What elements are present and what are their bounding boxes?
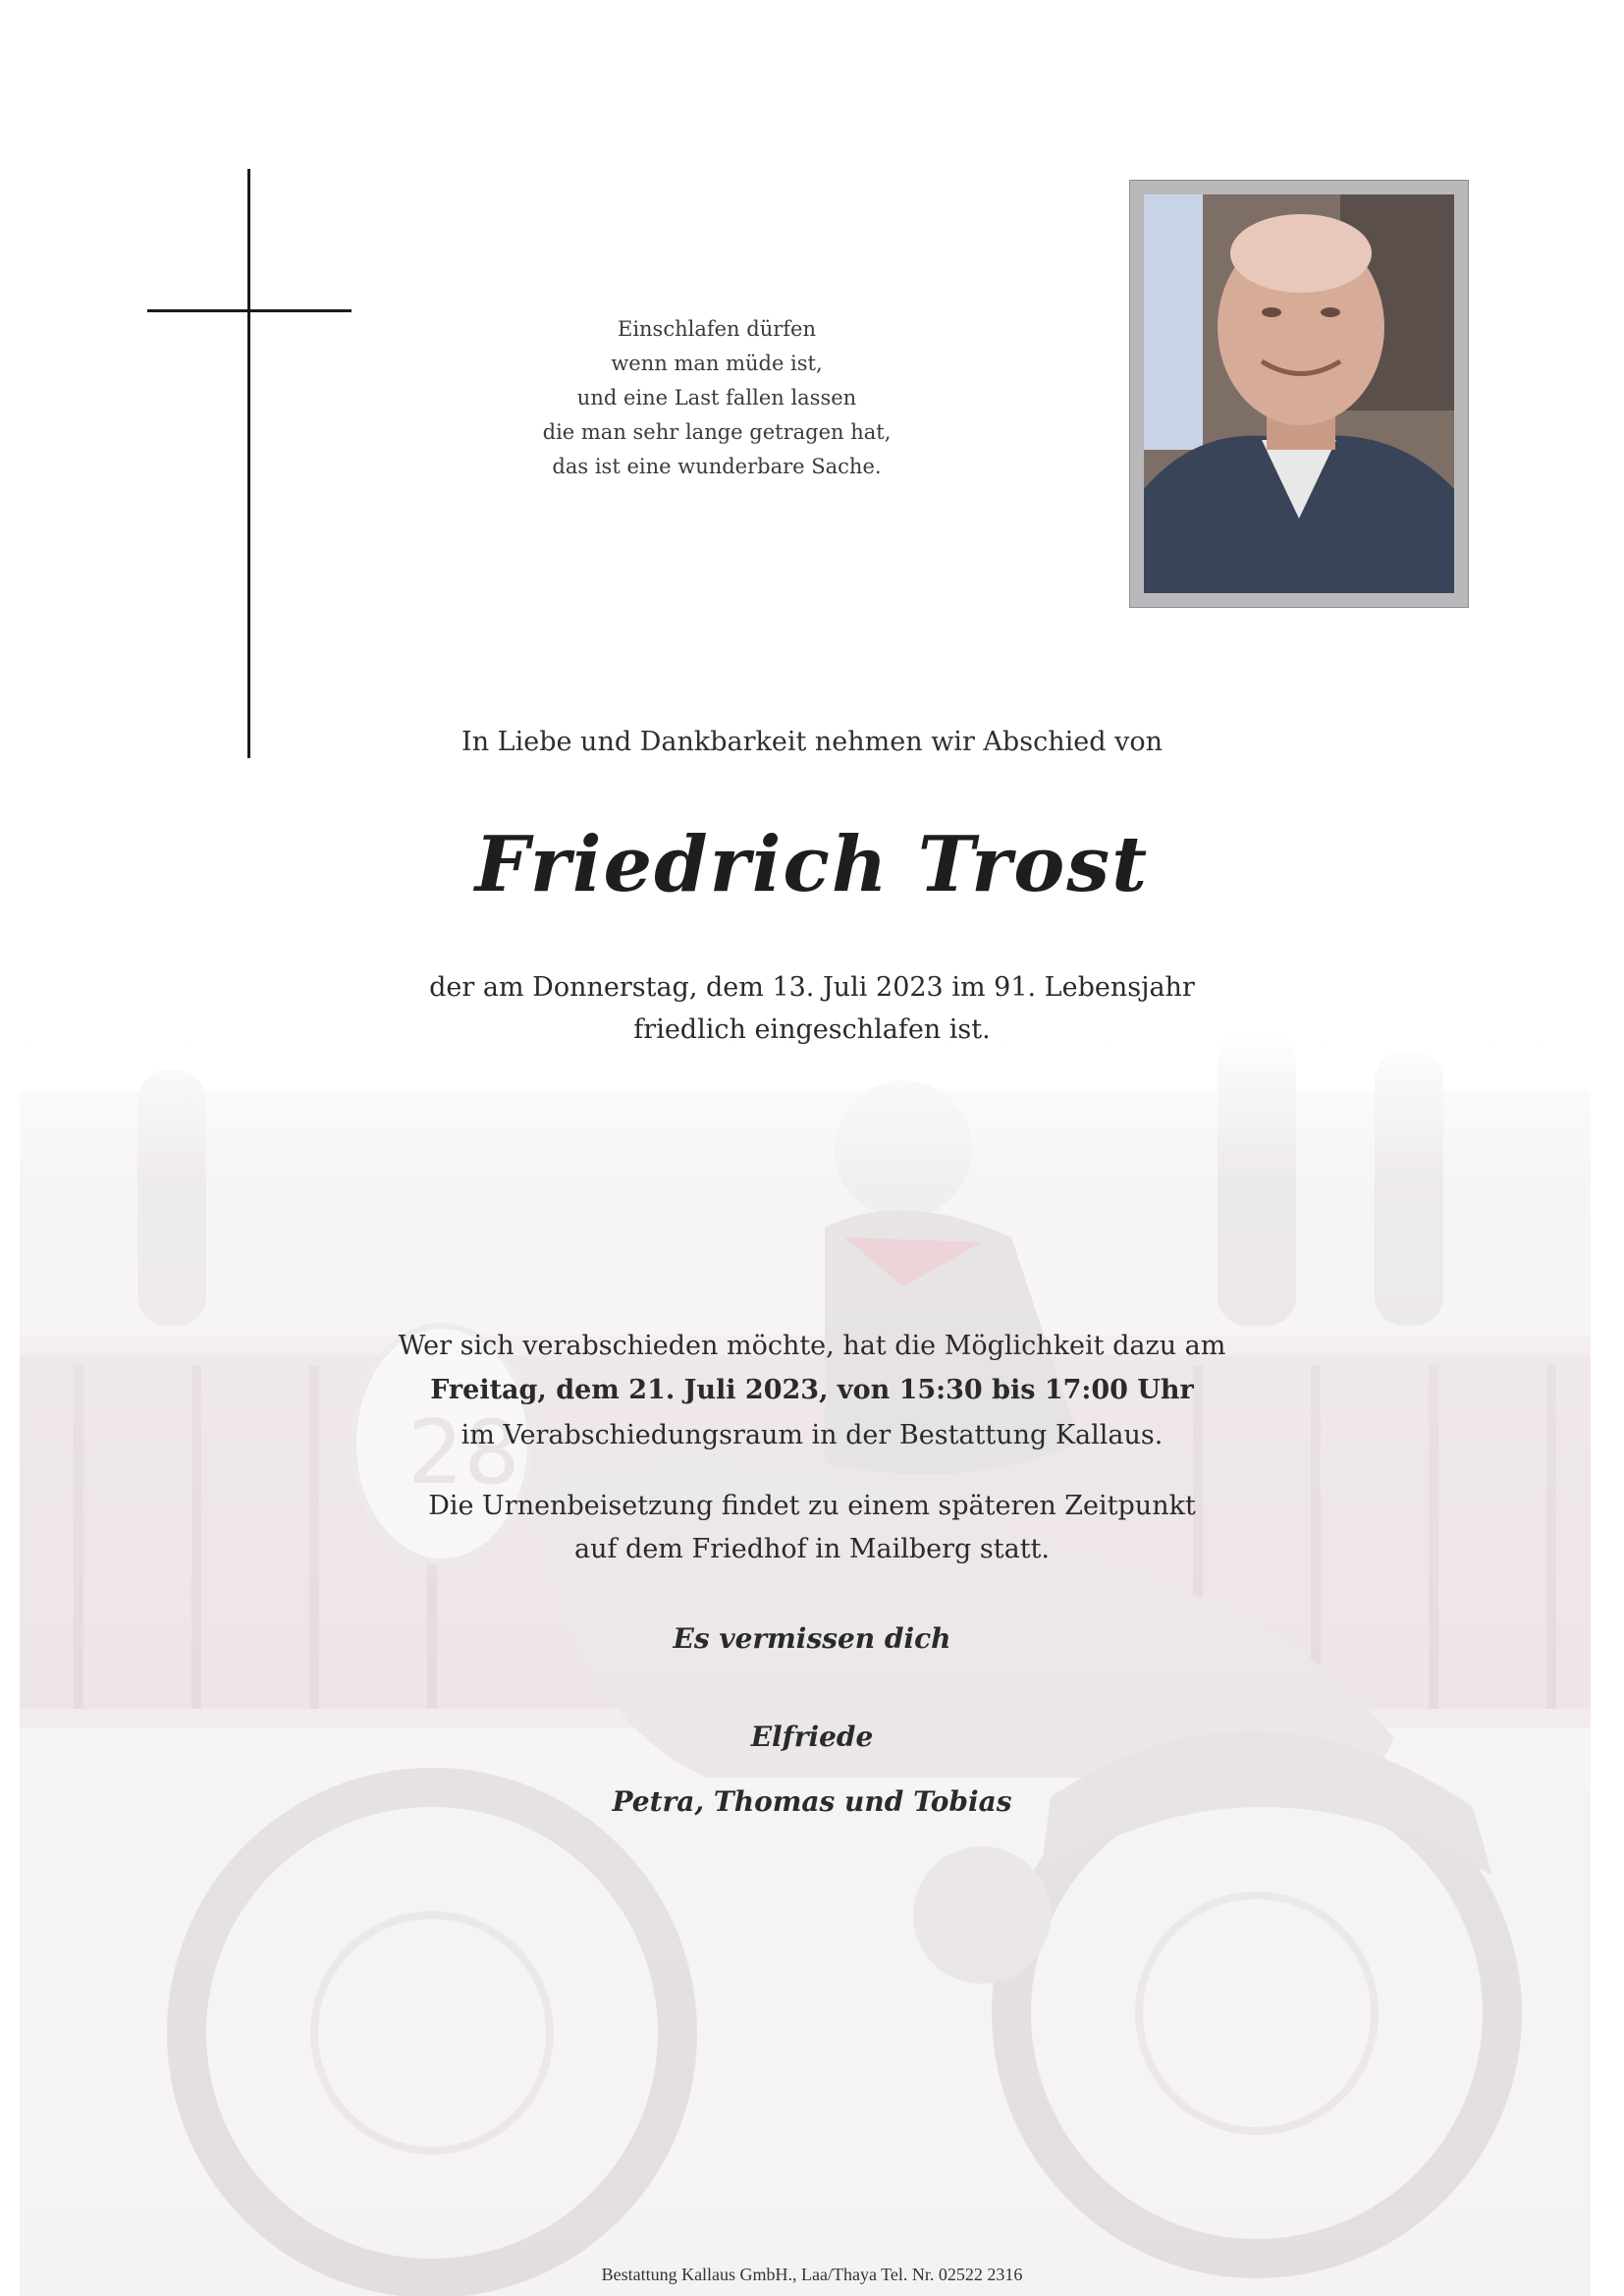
death-line-1: der am Donnerstag, dem 13. Juli 2023 im 91. Lebensjahr	[429, 972, 1195, 1003]
farewell-date-time: Freitag, dem 21. Juli 2023, von 15:30 bis 17:00 Uhr	[430, 1375, 1194, 1405]
farewell-line-1: Wer sich verabschieden möchte, hat die Möglichkeit dazu am	[398, 1331, 1226, 1361]
poem	[471, 312, 962, 484]
mourners-heading: Es vermissen dich	[673, 1622, 951, 1655]
background-motorcycle-photo	[20, 1031, 1591, 2296]
farewell-line-3: im Verabschiedungsraum in der Bestattung Kallaus.	[460, 1420, 1164, 1450]
poem-line: wenn man müde ist,	[611, 352, 823, 375]
portrait-frame	[1129, 180, 1469, 608]
mourner-line-1: Elfriede	[750, 1721, 874, 1753]
funeral-home-footer: Bestattung Kallaus GmbH., Laa/Thaya Tel. Nr. 02522 2316	[601, 2265, 1023, 2284]
death-line-2: friedlich eingeschlafen ist.	[633, 1014, 991, 1045]
poem-line: das ist eine wunderbare Sache.	[552, 455, 882, 478]
poem-line: Einschlafen dürfen	[617, 317, 816, 341]
poem-line: und eine Last fallen lassen	[576, 386, 857, 410]
deceased-name: Friedrich Trost	[474, 820, 1150, 909]
intro-line: In Liebe und Dankbarkeit nehmen wir Abschied von	[461, 727, 1163, 757]
cross-icon-vertical	[247, 169, 250, 758]
cross-icon-horizontal	[147, 309, 352, 312]
mourner-line-2: Petra, Thomas und Tobias	[612, 1785, 1012, 1818]
burial-line-1: Die Urnenbeisetzung findet zu einem späteren Zeitpunkt	[428, 1491, 1196, 1521]
burial-line-2: auf dem Friedhof in Mailberg statt.	[573, 1534, 1050, 1564]
portrait-photo	[1144, 194, 1454, 593]
poem-line: die man sehr lange getragen hat,	[542, 420, 892, 444]
